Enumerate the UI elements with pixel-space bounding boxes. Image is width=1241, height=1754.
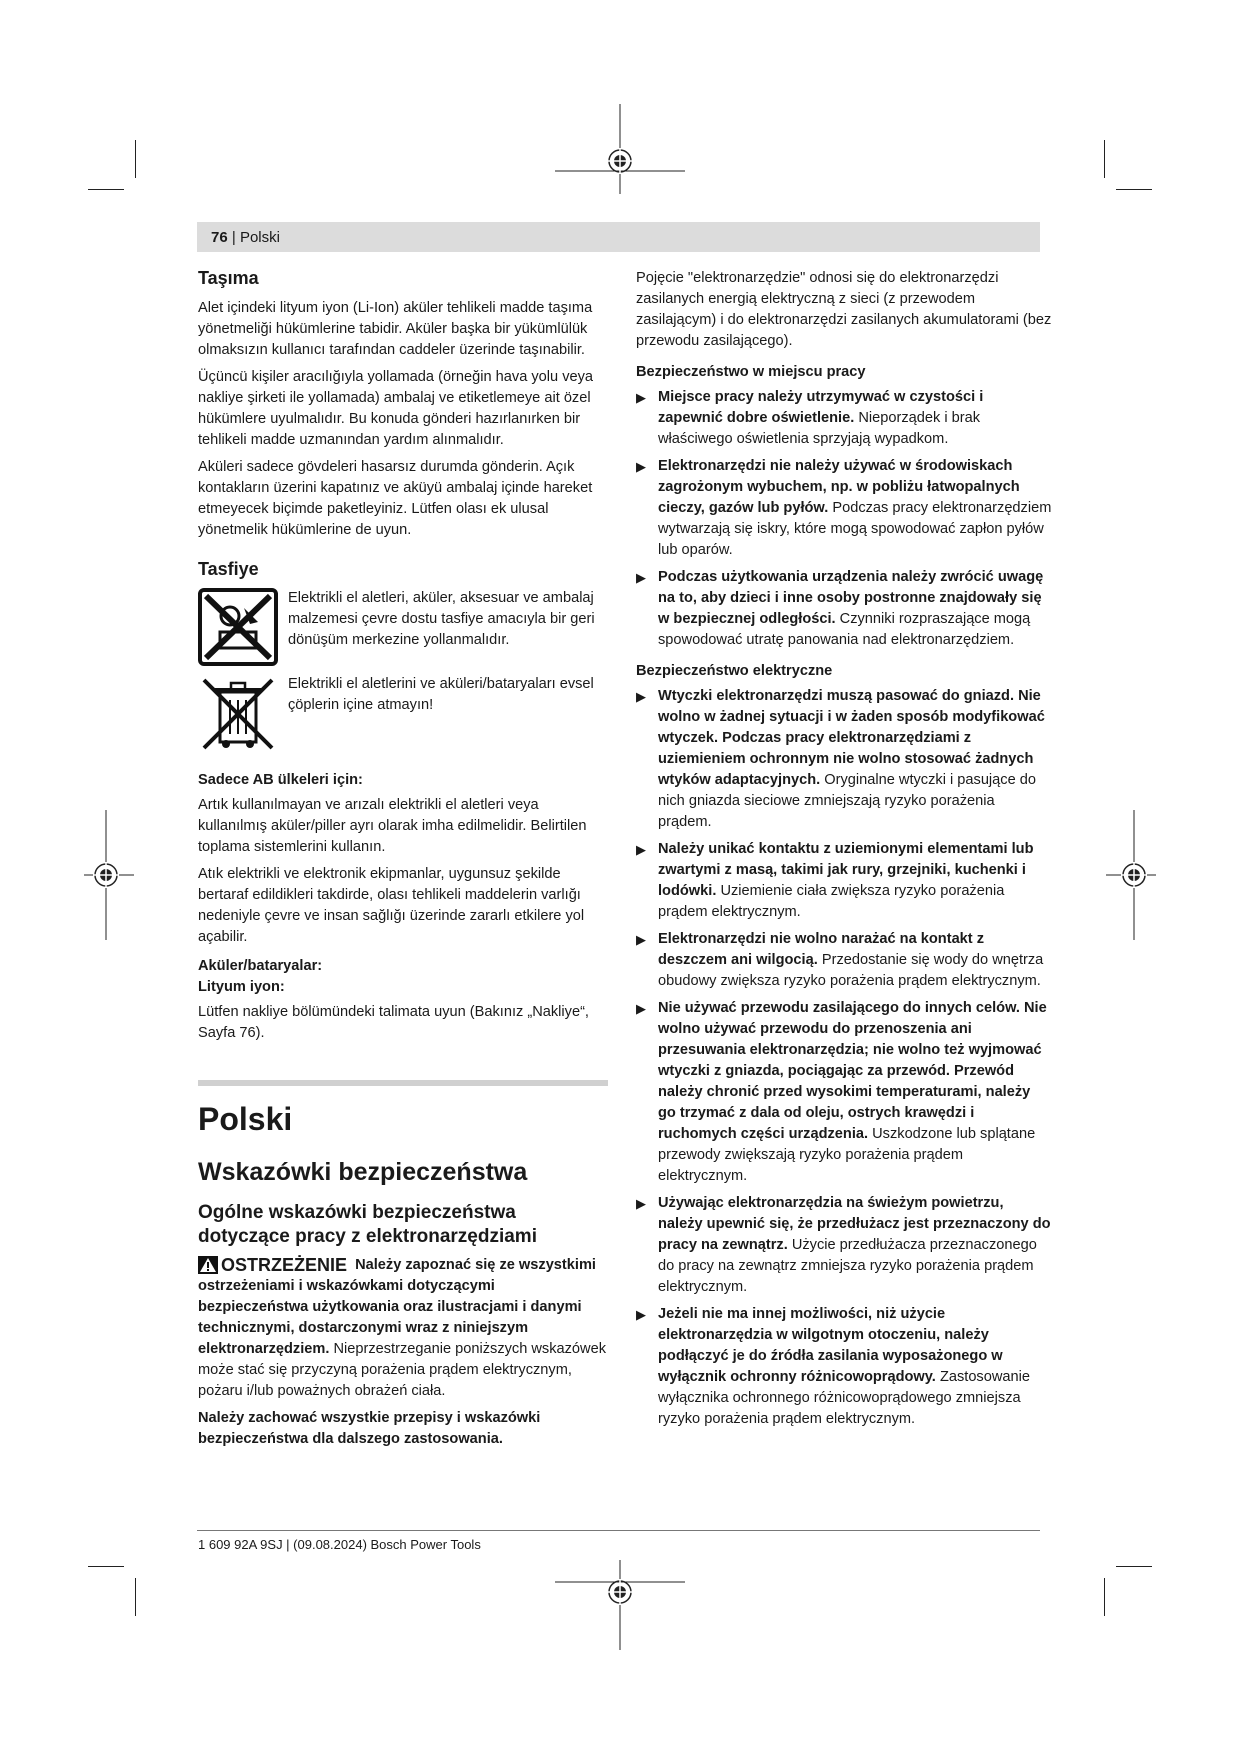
- header-separator: |: [231, 229, 236, 246]
- bullet-item: [636, 686, 1052, 833]
- warning-heading: [198, 1255, 347, 1276]
- bullet-text: Oryginalne wtyczki i pasujące do nich gniazda sieciowe zmniejszają ryzyko porażenia prądem.: [658, 772, 1036, 830]
- bullet-item: [636, 998, 1052, 1187]
- paragraph: Alet içindeki lityum iyon (Li-Ion) aküler tehlikeli madde taşıma yönetmeliği hükümlerine tabidir. Aküler başka bir yükümlülük olmaksızın kullanıcı tarafından caddeler üzerinde taşınabilir.: [198, 299, 593, 358]
- bullet-arrow-icon: ▶: [636, 1196, 646, 1211]
- bullet-item: [636, 1193, 1052, 1298]
- electrical-title: Bezpieczeństwo elektryczne: [636, 663, 833, 679]
- registration-mark-top: [553, 104, 687, 194]
- right-column: [636, 268, 1052, 1436]
- paragraph: Artık kullanılmayan ve arızalı elektrikli el aletleri veya kullanılmış aküler/piller ayrı olarak imha edilmelidir. Belirtilen toplama sistemlerini kullanın.: [198, 797, 587, 856]
- bullet-arrow-icon: ▶: [636, 932, 646, 947]
- warning-bold-text: Należy zapoznać się ze wszystkimi ostrzeżeniami i wskazówkami dotyczącymi bezpieczeństwa użytkowania oraz ilustracjami i danymi technicznymi, dostarczonymi wraz z niniejszym elektronarzędziem.: [198, 1256, 596, 1357]
- section-title-tasfiye: Tasfiye: [198, 558, 259, 579]
- page-number: 76: [211, 229, 228, 246]
- page-header: [211, 229, 280, 246]
- intro-paragraph: Pojęcie "elektronarzędzie" odnosi się do elektronarzędzi zasilanych energią elektryczną z sieci (z przewodem zasilającym) i do elektronarzędzi zasilanych akumulatorami (bez przewodu zasilającego).: [636, 270, 1052, 349]
- keep-instructions: Należy zachować wszystkie przepisy i wskazówki bezpieczeństwa dla dalszego zastosowania.: [198, 1409, 541, 1447]
- registration-mark-right: [1106, 810, 1156, 940]
- safety-title: Wskazówki bezpieczeństwa: [198, 1157, 528, 1186]
- bullet-text: Użycie przedłużacza przeznaczonego do pracy na zewnątrz zmniejsza ryzyko porażenia prądem elektrycznym.: [658, 1237, 1037, 1295]
- section-title-tasima: Taşıma: [198, 268, 259, 288]
- bullet-item: [636, 839, 1052, 923]
- warning-text: Nieprzestrzeganie poniższych wskazówek może stać się przyczyną porażenia prądem elektrycznym, pożaru i/lub poważnych obrażeń ciała.: [198, 1340, 607, 1399]
- bullet-arrow-icon: ▶: [636, 842, 646, 857]
- lityum-title: Lityum iyon:: [198, 979, 285, 996]
- page-footer: 1 609 92A 9SJ | (09.08.2024) Bosch Power Tools: [198, 1537, 481, 1552]
- workplace-title: Bezpieczeństwo w miejscu pracy: [636, 364, 866, 380]
- paragraph: Lütfen nakliye bölümündeki talimata uyun (Bakınız „Nakliye“, Sayfa 76).: [198, 1004, 589, 1042]
- page-header-band: [197, 222, 1040, 252]
- registration-mark-bottom: [553, 1560, 687, 1650]
- crop-mark: [135, 1578, 136, 1616]
- eu-title: Sadece AB ülkeleri için:: [198, 772, 363, 789]
- bullet-text: Czynniki rozpraszające mogą spowodować utratę panowania nad elektronarzędziem.: [658, 611, 1031, 648]
- warning-paragraph: [198, 1255, 608, 1402]
- bullet-text: Zastosowanie wyłącznika ochronnego różnicowoprądowego zmniejsza ryzyko porażenia prądem elektrycznym.: [658, 1369, 1030, 1427]
- recycle-disposal-icon: [198, 588, 278, 666]
- bin-row: [198, 674, 608, 752]
- bullet-item: [636, 387, 1052, 450]
- akuler-title: Aküler/bataryalar:: [198, 958, 323, 975]
- bullet-bold: Wtyczki elektronarzędzi muszą pasować do gniazd. Nie wolno w żadnej sytuacji i w żaden sposób modyfikować wtyczek. Podczas pracy elektronarzędziami z uziemieniem ochronnym nie wolno stosować żadnych wtyków adaptacyjnych.: [658, 688, 1045, 788]
- bullet-bold: Należy unikać kontaktu z uziemionymi elementami lub zwartymi z masą, takimi jak rury, grzejniki, kuchenki i lodówki.: [658, 841, 1034, 899]
- crop-mark: [1104, 140, 1105, 178]
- bullet-text: Przedostanie się wody do wnętrza obudowy zwiększa ryzyko porażenia prądem elektrycznym.: [658, 952, 1044, 989]
- bullet-bold: Podczas użytkowania urządzenia należy zwrócić uwagę na to, aby dzieci i inne osoby postronne znajdowały się w bezpiecznej odległości.: [658, 569, 1044, 627]
- crop-mark: [1116, 1566, 1152, 1567]
- bullet-bold: Używając elektronarzędzia na świeżym powietrzu, należy upewnić się, że przedłużacz jest przeznaczony do pracy na zewnątrz.: [658, 1195, 1051, 1253]
- bullet-text: Podczas pracy elektronarzędziem wytwarzają się iskry, które mogą spowodować zapłon pyłów lub oparów.: [658, 500, 1052, 558]
- crop-mark: [1116, 189, 1152, 190]
- section-divider: [198, 1080, 608, 1086]
- bullet-arrow-icon: ▶: [636, 1307, 646, 1322]
- crop-mark: [88, 1566, 124, 1567]
- bullet-bold: Nie używać przewodu zasilającego do innych celów. Nie wolno używać przewodu do przenoszenia ani przesuwania elektronarzędzia; nie wolno też wyjmować wtyczki z gniazda, pociągając za przewód. Przewód należy chronić przed wysokimi temperaturami, należy go trzymać z dala od oleju, ostrych krawędzi i ruchomych części urządzenia.: [658, 1000, 1047, 1142]
- recycle-row: [198, 588, 608, 666]
- bullet-arrow-icon: ▶: [636, 570, 646, 585]
- warning-icon: [198, 1256, 218, 1274]
- bullet-item: [636, 456, 1052, 561]
- recycle-text: Elektrikli el aletleri, aküler, aksesuar ve ambalaj malzemesi çevre dostu tasfiye amacıyla bir geri dönüşüm merkezine yollanmalıdır.: [288, 590, 595, 649]
- bullet-item: [636, 929, 1052, 992]
- paragraph: Üçüncü kişiler aracılığıyla yollamada (örneğin hava yolu veya nakliye şirketi ile yollamada) ambalaj ve etiketlemeye ait özel hükümlere uyulmalıdır. Bu konuda gönderi hazırlanırken bir tehlikeli madde uzmanından yardım alınmalıdır.: [198, 368, 594, 448]
- bullet-bold: Elektronarzędzi nie należy używać w środowiskach zagrożonym wybuchem, np. w pobliżu łatwopalnych cieczy, gazów lub pyłów.: [658, 458, 1020, 516]
- bullet-arrow-icon: ▶: [636, 689, 646, 704]
- bin-text: Elektrikli el aletlerini ve aküleri/bataryaları evsel çöplerin içine atmayın!: [288, 676, 594, 714]
- registration-mark-left: [84, 810, 134, 940]
- bullet-arrow-icon: ▶: [636, 1001, 646, 1016]
- bullet-text: Uszkodzone lub splątane przewody zwiększają ryzyko porażenia prądem elektrycznym.: [658, 1126, 1036, 1184]
- bullet-text: Uziemienie ciała zwiększa ryzyko porażenia prądem elektrycznym.: [658, 883, 1005, 920]
- bullet-text: Nieporządek i brak właściwego oświetlenia sprzyjają wypadkom.: [658, 410, 981, 447]
- bullet-item: [636, 1304, 1052, 1430]
- crop-mark: [88, 189, 124, 190]
- crop-mark: [135, 140, 136, 178]
- bullet-arrow-icon: ▶: [636, 459, 646, 474]
- paragraph: Atık elektrikli ve elektronik ekipmanlar, uygunsuz şekilde bertaraf edildikleri takdirde, olası tehlikeli maddelerin varlığı nedeniyle çevre ve insan sağlığı üzerinde zararlı etkilere yol açabilir.: [198, 866, 585, 946]
- left-column: [198, 268, 608, 1456]
- footer-rule: [197, 1530, 1040, 1531]
- bullet-bold: Jeżeli nie ma innej możliwości, niż użycie elektronarzędzia w wilgotnym otoczeniu, należy podłączyć je do źródła zasilania wyposażonego w wyłącznik ochronny różnicowoprądowy.: [658, 1306, 1003, 1385]
- header-language: Polski: [239, 229, 280, 246]
- general-safety-title: Ogólne wskazówki bezpieczeństwa dotyczące pracy z elektronarzędziami: [198, 1201, 537, 1247]
- bullet-bold: Elektronarzędzi nie wolno narażać na kontakt z deszczem ani wilgocią.: [658, 931, 985, 968]
- bullet-arrow-icon: ▶: [636, 390, 646, 405]
- warning-label: OSTRZEŻENIE: [221, 1254, 348, 1275]
- crossed-bin-icon: [198, 674, 278, 752]
- bullet-item: [636, 567, 1052, 651]
- crop-mark: [1104, 1578, 1105, 1616]
- paragraph: Aküleri sadece gövdeleri hasarsız durumda gönderin. Açık kontakların üzerini kapatınız ve aküyü ambalaj içinde hareket etmeyecek biçimde paketleyiniz. Lütfen olası ek ulusal yönetmelik hükümlerine de uyun.: [198, 458, 593, 538]
- bullet-bold: Miejsce pracy należy utrzymywać w czystości i zapewnić dobre oświetlenie.: [658, 389, 984, 426]
- page-title: Polski: [198, 1101, 293, 1138]
